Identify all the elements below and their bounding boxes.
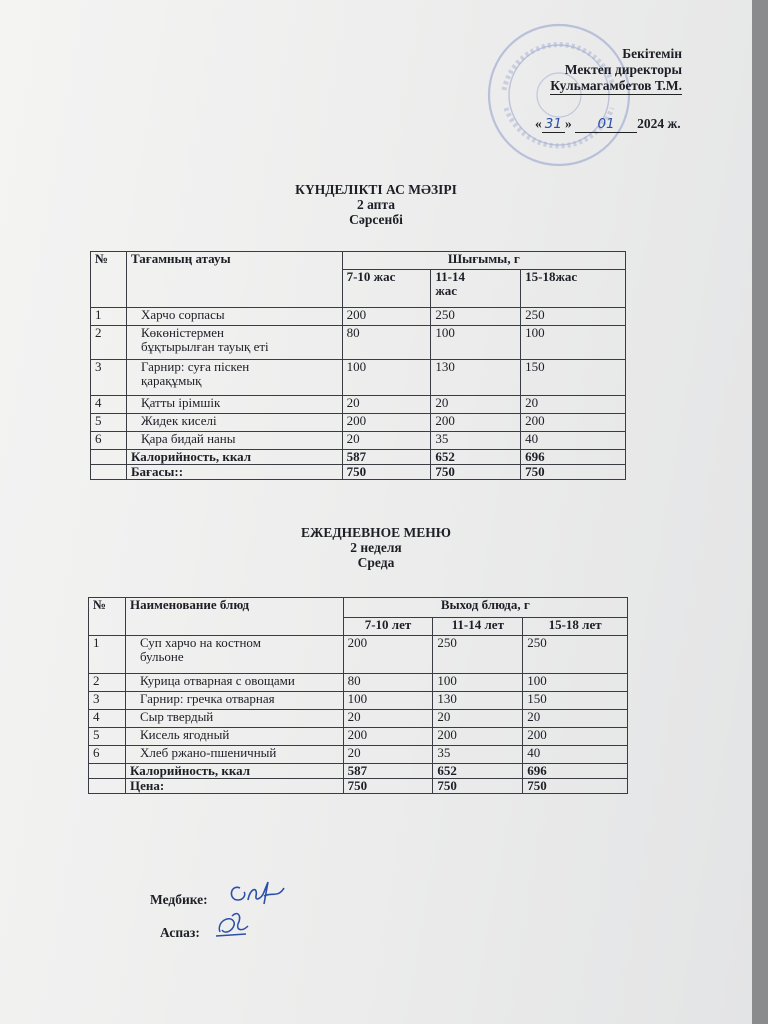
ru-yield-age2: 20 — [433, 710, 523, 728]
kz-header-num: № — [91, 252, 127, 308]
kz-row-number: 5 — [91, 414, 127, 432]
ru-yield-age1: 100 — [343, 692, 433, 710]
ru-calories-label: Калорийность, ккал — [125, 764, 343, 779]
kz-yield-age2: 100 — [431, 326, 521, 360]
date-quote-open: « — [535, 116, 542, 131]
ru-yield-age1: 20 — [343, 746, 433, 764]
kz-header-name: Тағамның атауы — [126, 252, 342, 308]
kz-table-row — [91, 414, 626, 432]
kz-yield-age2: 130 — [431, 360, 521, 396]
kz-yield-age1: 200 — [342, 308, 431, 326]
ru-row-number: 1 — [89, 636, 126, 674]
kz-price-v1: 750 — [342, 465, 431, 480]
kz-yield-age3: 250 — [521, 308, 626, 326]
ru-header-age1: 7-10 лет — [343, 618, 433, 636]
kz-menu-table — [90, 251, 626, 480]
ru-table-row — [89, 710, 628, 728]
ru-yield-age3: 20 — [523, 710, 628, 728]
ru-dish-name: Суп харчо на костном бульоне — [125, 636, 343, 674]
date-quote-close: » — [564, 116, 572, 131]
ru-yield-age2: 250 — [433, 636, 523, 674]
approval-line-approve: Бекітемін — [622, 46, 682, 61]
nurse-signature-icon — [224, 876, 296, 910]
kz-price-label: Бағасы:: — [126, 465, 342, 480]
ru-menu-table — [88, 597, 628, 794]
kz-row-number: 4 — [91, 396, 127, 414]
ru-table-row — [89, 674, 628, 692]
school-stamp-icon — [484, 20, 634, 170]
kz-row-number: 1 — [91, 308, 127, 326]
ru-row-number: 2 — [89, 674, 126, 692]
kz-menu-day: Сәрсенбі — [349, 212, 403, 227]
kz-table-row — [91, 396, 626, 414]
approval-date — [535, 116, 710, 133]
ru-table-row — [89, 728, 628, 746]
ru-row-number: 4 — [89, 710, 126, 728]
ru-price-v3: 750 — [523, 779, 628, 794]
ru-yield-age3: 150 — [523, 692, 628, 710]
kz-yield-age2: 35 — [431, 432, 521, 450]
ru-header-yield: Выход блюда, г — [343, 598, 627, 618]
ru-table-row — [89, 636, 628, 674]
kz-header-age1: 7-10 жас — [342, 270, 431, 308]
kz-dish-name: Гарнир: суға піскен қарақұмық — [126, 360, 342, 396]
ru-row-number: 3 — [89, 692, 126, 710]
ru-yield-age3: 40 — [523, 746, 628, 764]
kz-header-age2: 11-14 жас — [431, 270, 521, 308]
kz-yield-age2: 200 — [431, 414, 521, 432]
kz-price-v2: 750 — [431, 465, 521, 480]
kz-yield-age1: 200 — [342, 414, 431, 432]
ru-price-v1: 750 — [343, 779, 433, 794]
nurse-signature-label: Медбике: — [150, 892, 208, 907]
ru-header-age3: 15-18 лет — [523, 618, 628, 636]
background-edge — [752, 0, 768, 1024]
ru-dish-name: Кисель ягодный — [125, 728, 343, 746]
kz-table-row — [91, 326, 626, 360]
kz-yield-age1: 20 — [342, 432, 431, 450]
kz-menu-heading — [0, 182, 752, 227]
ru-header-num: № — [89, 598, 126, 636]
ru-table-row — [89, 746, 628, 764]
ru-table-row — [89, 692, 628, 710]
ru-calories-v1: 587 — [343, 764, 433, 779]
kz-dish-name: Харчо сорпасы — [126, 308, 342, 326]
kz-dish-name: Қатты ірімшік — [126, 396, 342, 414]
ru-yield-age3: 100 — [523, 674, 628, 692]
kz-yield-age2: 250 — [431, 308, 521, 326]
kz-yield-age1: 100 — [342, 360, 431, 396]
cook-signature-label: Аспаз: — [160, 925, 200, 940]
kz-price-v3: 750 — [521, 465, 626, 480]
ru-yield-age1: 200 — [343, 636, 433, 674]
kz-yield-age3: 150 — [521, 360, 626, 396]
kz-yield-age1: 80 — [342, 326, 431, 360]
ru-yield-age1: 200 — [343, 728, 433, 746]
ru-yield-age2: 35 — [433, 746, 523, 764]
kz-yield-age3: 100 — [521, 326, 626, 360]
ru-calories-v3: 696 — [523, 764, 628, 779]
kz-calories-v3: 696 — [521, 450, 626, 465]
kz-menu-title: КҮНДЕЛІКТІ АС МӘЗІРІ — [295, 182, 457, 197]
kz-dish-name: Жидек киселі — [126, 414, 342, 432]
approval-block — [302, 46, 682, 95]
ru-yield-age1: 20 — [343, 710, 433, 728]
ru-header-age2: 11-14 лет — [433, 618, 523, 636]
approval-line-position: Мектеп директоры — [564, 62, 682, 77]
kz-yield-age2: 20 — [431, 396, 521, 414]
kz-row-number: 2 — [91, 326, 127, 360]
cook-signature-icon — [212, 906, 252, 940]
ru-yield-age2: 100 — [433, 674, 523, 692]
kz-calories-v2: 652 — [431, 450, 521, 465]
kz-dish-name: Қара бидай наны — [126, 432, 342, 450]
kz-dish-name: Көкөністермен бұқтырылған тауық еті — [126, 326, 342, 360]
kz-menu-week: 2 апта — [356, 197, 396, 212]
approval-line-director: Кульмагамбетов Т.М. — [550, 78, 682, 93]
ru-dish-name: Сыр твердый — [125, 710, 343, 728]
date-day: 31 — [542, 116, 565, 133]
ru-menu-title: ЕЖЕДНЕВНОЕ МЕНЮ — [301, 525, 451, 540]
ru-yield-age3: 200 — [523, 728, 628, 746]
ru-yield-age2: 200 — [433, 728, 523, 746]
kz-row-number: 3 — [91, 360, 127, 396]
ru-price-label: Цена: — [125, 779, 343, 794]
kz-header-age3: 15-18жас — [521, 270, 626, 308]
date-year: 2024 ж. — [637, 116, 681, 131]
kz-yield-age3: 200 — [521, 414, 626, 432]
ru-row-number: 6 — [89, 746, 126, 764]
ru-row-number: 5 — [89, 728, 126, 746]
ru-yield-age1: 80 — [343, 674, 433, 692]
ru-menu-week: 2 неделя — [350, 540, 402, 555]
ru-calories-v2: 652 — [433, 764, 523, 779]
ru-dish-name: Гарнир: гречка отварная — [125, 692, 343, 710]
ru-dish-name: Курица отварная с овощами — [125, 674, 343, 692]
ru-header-name: Наименование блюд — [125, 598, 343, 636]
kz-table-row — [91, 432, 626, 450]
ru-dish-name: Хлеб ржано-пшеничный — [125, 746, 343, 764]
kz-calories-label: Калорийность, ккал — [126, 450, 342, 465]
date-month: 01 — [575, 116, 637, 133]
kz-table-row — [91, 360, 626, 396]
kz-header-yield: Шығымы, г — [342, 252, 625, 270]
kz-yield-age1: 20 — [342, 396, 431, 414]
ru-price-v2: 750 — [433, 779, 523, 794]
ru-yield-age2: 130 — [433, 692, 523, 710]
kz-row-number: 6 — [91, 432, 127, 450]
ru-yield-age3: 250 — [523, 636, 628, 674]
kz-table-row — [91, 308, 626, 326]
ru-menu-heading — [0, 525, 752, 570]
kz-yield-age3: 40 — [521, 432, 626, 450]
ru-menu-day: Среда — [357, 555, 395, 570]
kz-calories-v1: 587 — [342, 450, 431, 465]
kz-yield-age3: 20 — [521, 396, 626, 414]
